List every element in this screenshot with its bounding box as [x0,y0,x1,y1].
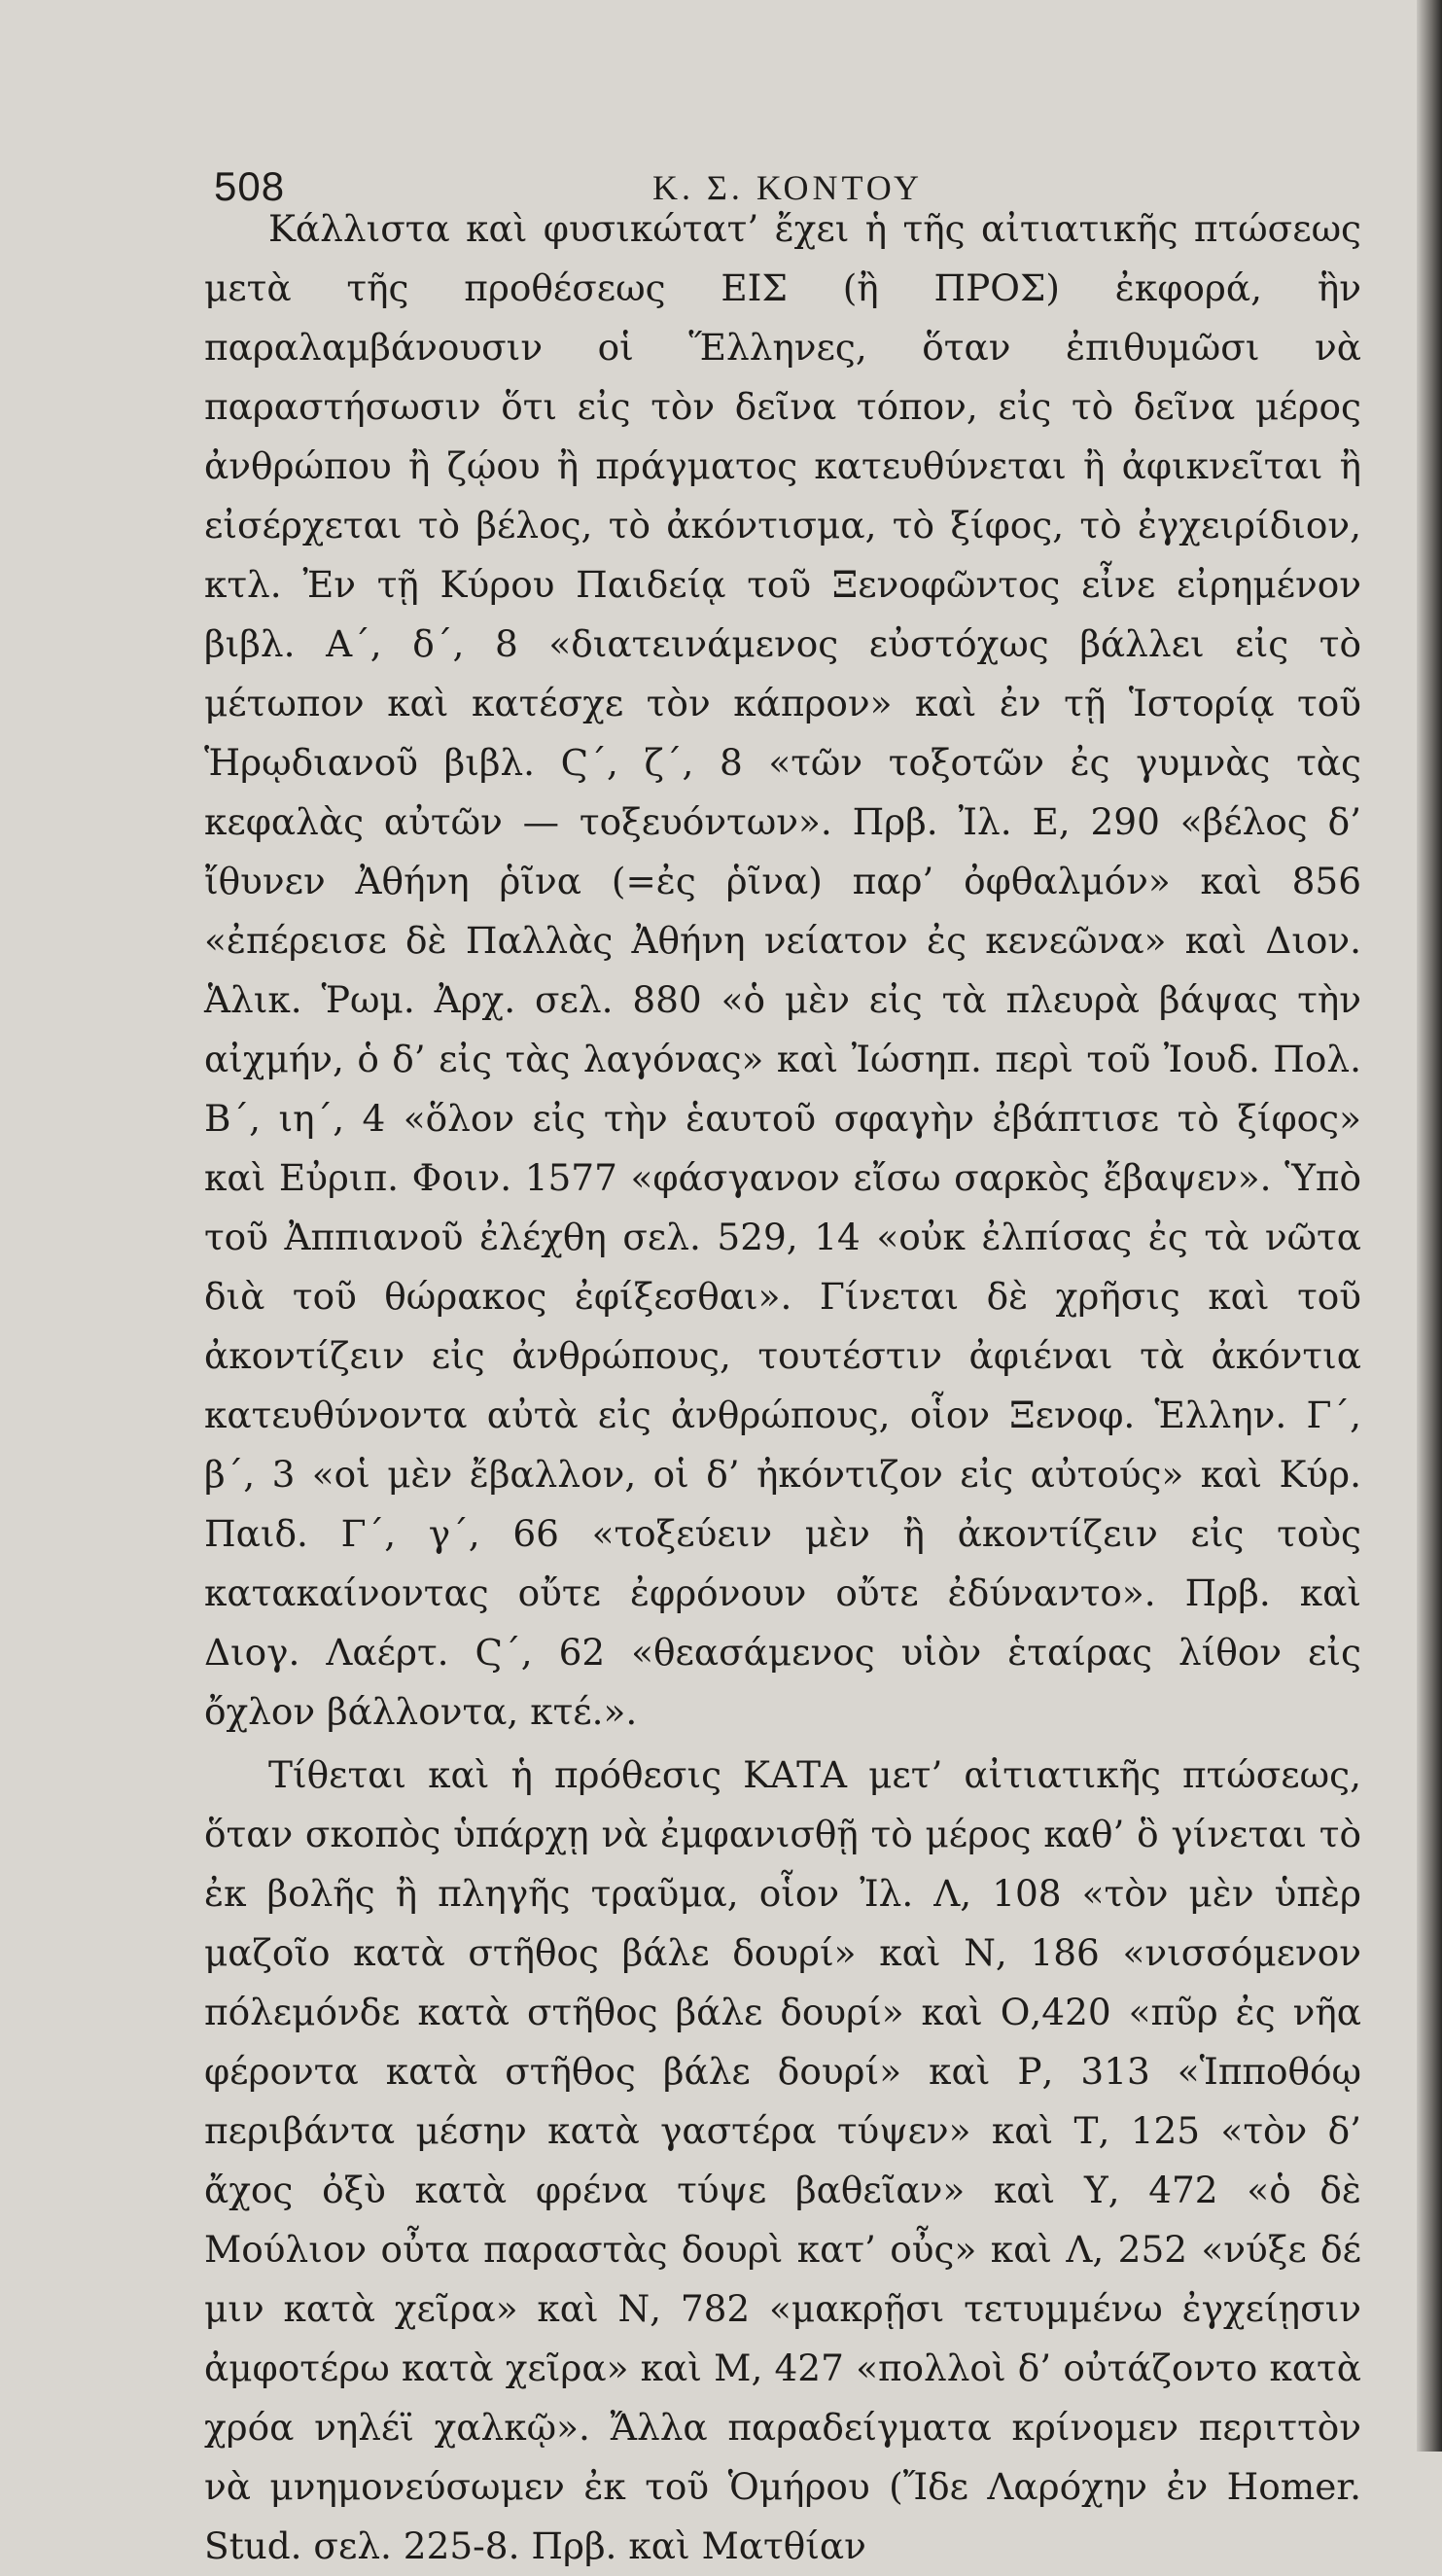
paragraph: Τίθεται καὶ ἡ πρόθεσις ΚΑΤΑ μετ’ αἰτιατικῆς πτώσεως, ὅταν σκοπὸς ὑπάρχῃ νὰ ἐμφανισθῇ τὸ μέρος καθ’ ὃ γίνεται τὸ ἐκ βολῆς ἢ πληγῆς τραῦμα, οἷον Ἰλ. Λ, 108 «τὸν μὲν ὑπὲρ μαζοῖο κατὰ στῆθος βάλε δουρί» καὶ Ν, 186 «νισσόμενον πόλεμόνδε κατὰ στῆθος βάλε δουρί» καὶ Ο,420 «πῦρ ἐς νῆα φέροντα κατὰ στῆθος βάλε δουρί» καὶ Ρ, 313 «Ἱπποθόῳ περιβάντα μέσην κατὰ γαστέρα τύψεν» καὶ Τ, 125 «τὸν δ’ ἄχος ὀξὺ κατὰ φρένα τύψε βαθεῖαν» καὶ Υ, 472 «ὁ δὲ Μούλιον οὖτα παραστὰς δουρὶ κατ’ οὖς» καὶ Λ, 252 «νύξε δέ μιν κατὰ χεῖρα» καὶ Ν, 782 «μακρῇσι τετυμμένω ἐγχείῃσιν ἀμφοτέρω κατὰ χεῖρα» καὶ Μ, 427 «πολλοὶ δ’ οὐτάζοντο κατὰ χρόα νηλέϊ χαλκῷ». Ἄλλα παραδείγματα κρίνομεν περιττὸν νὰ μνημονεύσωμεν ἐκ τοῦ Ὁμήρου (Ἴδε Λαρόχην ἐν Homer. Stud. σελ. 225-8. Πρβ. καὶ Ματθίαν [204,1753,1361,2567]
paragraph: Κάλλιστα καὶ φυσικώτατ’ ἔχει ἡ τῆς αἰτιατικῆς πτώσεως μετὰ τῆς προθέσεως ΕΙΣ (ἢ ΠΡΟΣ) ἐκφορά, ἣν παραλαμβάνουσιν οἱ Ἕλληνες, ὅταν ἐπιθυμῶσι νὰ παραστήσωσιν ὅτι εἰς τὸν δεῖνα τόπον, εἰς τὸ δεῖνα μέρος ἀνθρώπου ἢ ζῴου ἢ πράγματος κατευθύνεται ἢ ἀφικνεῖται ἢ εἰσέρχεται τὸ βέλος, τὸ ἀκόντισμα, τὸ ξίφος, τὸ ἐγχειρίδιον, κτλ. Ἐν τῇ Κύρου Παιδείᾳ τοῦ Ξενοφῶντος εἶνε εἰρημένον βιβλ. Α΄, δ΄, 8 «διατεινάμενος εὐστόχως βάλλει εἰς τὸ μέτωπον καὶ κατέσχε τὸν κάπρον» καὶ ἐν τῇ Ἱστορίᾳ τοῦ Ἡρῳδιανοῦ βιβλ. Ϛ΄, ζ΄, 8 «τῶν τοξοτῶν ἐς γυμνὰς τὰς κεφαλὰς αὐτῶν — τοξευόντων». Πρβ. Ἰλ. Ε, 290 «βέλος δ’ ἴθυνεν Ἀθήνη ῥῖνα (=ἐς ῥῖνα) παρ’ ὀφθαλμόν» καὶ 856 «ἐπέρεισε δὲ Παλλὰς Ἀθήνη νείατον ἐς κενεῶνα» καὶ Διον. Ἁλικ. Ῥωμ. Ἀρχ. σελ. 880 «ὁ μὲν εἰς τὰ πλευρὰ βάψας τὴν αἰχμήν, ὁ δ’ εἰς τὰς λαγόνας» καὶ Ἰώσηπ. περὶ τοῦ Ἰουδ. Πολ. Β΄, ιη΄, 4 «ὅλον εἰς τὴν ἑαυτοῦ σφαγὴν ἐβάπτισε τὸ ξίφος» καὶ Εὐριπ. Φοιν. 1577 «φάσγανον εἴσω σαρκὸς ἔβαψεν». Ὑπὸ τοῦ Ἀππιανοῦ ἐλέχθη σελ. 529, 14 «οὐκ ἐλπίσας ἐς τὰ νῶτα διὰ τοῦ θώρακος ἐφίξεσθαι». Γίνεται δὲ χρῆσις καὶ τοῦ ἀκοντίζειν εἰς ἀνθρώπους, τουτέστιν ἀφιέναι τὰ ἀκόντια κατευθύνοντα αὐτὰ εἰς ἀνθρώπους, οἷον Ξενοφ. Ἑλλην. Γ΄, β΄, 3 «οἱ μὲν ἔβαλλον, οἱ δ’ ἠκόντιζον εἰς αὐτούς» καὶ Κύρ. Παιδ. Γ΄, γ΄, 66 «τοξεύειν μὲν ἢ ἀκοντίζειν εἰς τοὺς κατακαίνοντας οὔτε ἐφρόνουν οὔτε ἐδύναντο». Πρβ. καὶ Διογ. Λαέρτ. Ϛ΄, 62 «θεασάμενος υἱὸν ἑταίρας λίθον εἰς ὄχλον βάλλοντα, κτέ.». [204,207,1361,1733]
page-edge [1417,0,1442,2452]
body-text [204,199,1361,2576]
page-number: 508 [214,163,286,209]
running-head: Κ. Σ. ΚΟΝΤΟΥ [651,168,923,207]
